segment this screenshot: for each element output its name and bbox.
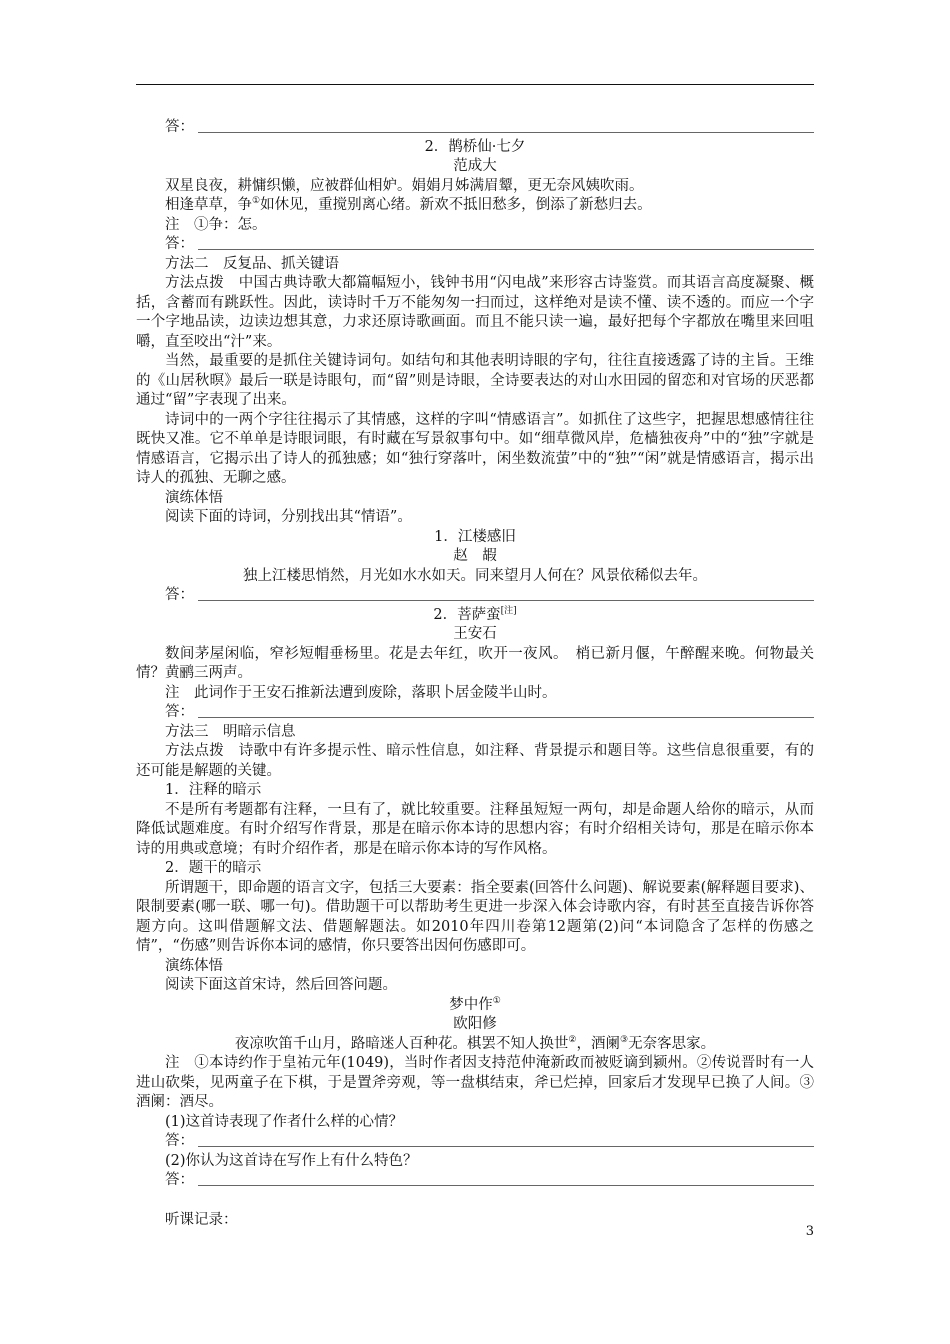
poem-text: 独上江楼思悄然，月光如水水如天。同来望月人何在？风景依稀似去年。 <box>243 567 707 584</box>
paragraph: 不是所有考题都有注释，一旦有了，就比较重要。注释虽短短一两句，却是命题人给你的暗示，从而降低试题难度。有时介绍写作背景，那是在暗示你本诗的思想内容；有时介绍相关诗句，那是在暗示你本诗的用典或意境；有时介绍作者，那是在暗示你本诗的写作风格。 <box>136 801 814 857</box>
poem-author: 欧阳修 <box>453 1016 497 1032</box>
subheading: 1．注释的暗示 <box>165 782 262 798</box>
practice-heading: 演练体悟 <box>165 957 223 974</box>
paragraph: 方法点拨 诗歌中有许多提示性、暗示性信息，如注释、背景提示和题目等。这些信息很重要，有的还可能是解题的关键。 <box>136 743 814 779</box>
paragraph: 所谓题干，即命题的语言文字，包括三大要素：指全要素(回答什么问题)、解说要素(解释题目要求)、限制要素(哪一联、哪一句)。借助题干可以帮助考生更进一步深入体会诗歌内容，有时甚至直接告诉你答题方向。这叫借题解文法、借题解题法。如2010年四川卷第12题第(2)问“本词隐含了怎样的伤感之情”，“伤感”则告诉你本词的感情，你只要答出因何伤感即可。 <box>136 879 814 954</box>
poem-author: 赵 嘏 <box>453 548 497 564</box>
poem-author: 王安石 <box>453 626 497 642</box>
answer-line[interactable]: 答： <box>136 1132 814 1152</box>
poem-text: 夜凉吹笛千山月，路暗迷人百种花。棋罢不知人换世②，酒阑③无奈客思家。 <box>234 1034 716 1052</box>
poem-title: 梦中作① <box>449 995 501 1013</box>
poem-note: 注 ①本诗约作于皇祐元年(1049)，当时作者因支持范仲淹新政而被贬谪到颍州。②传说晋时有一人进山砍柴，见两童子在下棋，于是置斧旁观，等一盘棋结束，斧已烂掉，回家后才发现早已换了人间。③酒阑：酒尽。 <box>136 1055 814 1110</box>
poem-title: 2．鹊桥仙·七夕 <box>424 138 526 155</box>
page-number: 3 <box>805 1224 814 1239</box>
poem-line: 相逢草草，争①如休见，重搅别离心绪。新欢不抵旧愁多，倒添了新愁归去。 <box>165 196 652 213</box>
question: (1)这首诗表现了作者什么样的心情？ <box>165 1113 404 1130</box>
page-content <box>136 118 814 1230</box>
paragraph: 诗词中的一两个字往往揭示了其情感，这样的字叫“情感语言”。如抓住了这些字，把握思想感情往往既快又准。它不单单是诗眼词眼，有时藏在写景叙事句中。如“细草微风岸，危樯独夜舟”中的“独”字就是情感语言，它揭示出了诗人的孤独感；如“独行穿落叶，闲坐数流萤”中的“独”“闲”就是情感语言，揭示出诗人的孤独、无聊之感。 <box>136 411 814 486</box>
poem-line: 双星良夜，耕慵织懒，应被群仙相妒。娟娟月姊满眉颦，更无奈风姨吹雨。 <box>165 177 644 194</box>
subheading: 2．题干的暗示 <box>165 860 262 876</box>
header-rule <box>136 84 814 85</box>
poem-title: 1．江楼感旧 <box>434 528 516 545</box>
answer-line[interactable]: 答： <box>136 703 814 723</box>
poem-note: 注 ①争：怎。 <box>165 216 267 233</box>
answer-line[interactable]: 答： <box>136 586 814 606</box>
poem-title: 2．菩萨蛮[注] <box>433 605 517 623</box>
section-heading: 方法三 明暗示信息 <box>165 723 296 740</box>
note-mark: ① <box>252 196 261 207</box>
practice-heading: 演练体悟 <box>165 489 223 506</box>
section-heading: 方法二 反复品、抓关键语 <box>165 255 339 272</box>
note-mark: ③ <box>620 1034 629 1045</box>
answer-line[interactable]: 答： <box>136 1171 814 1191</box>
answer-line[interactable]: 答： <box>136 235 814 255</box>
answer-line[interactable]: 答： <box>136 118 814 138</box>
note-mark: ② <box>568 1034 577 1045</box>
instruction: 阅读下面这首宋诗，然后回答问题。 <box>165 977 397 993</box>
note-mark: ① <box>492 995 501 1006</box>
notes-label: 听课记录： <box>165 1211 238 1228</box>
question: (2)你认为这首诗在写作上有什么特色？ <box>165 1152 418 1169</box>
note-mark: [注] <box>500 605 517 616</box>
paragraph: 方法点拨 中国古典诗歌大都篇幅短小，钱钟书用“闪电战”来形容古诗鉴赏。而其语言高度凝聚、概括，含蓄而有跳跃性。因此，读诗时千万不能匆匆一扫而过，这样绝对是读不懂、读不透的。而应一个字一个字地品读，边读边想其意，力求还原诗歌画面。而且不能只读一遍，最好把每个字都放在嘴里来回咀嚼，直至咬出“汁”来。 <box>136 275 814 350</box>
poem-author: 范成大 <box>453 158 497 174</box>
instruction: 阅读下面的诗词，分别找出其“情语”。 <box>165 509 412 525</box>
poem-note: 注 此词作于王安石推新法遭到废除，落职卜居金陵半山时。 <box>165 684 557 701</box>
poem-text: 数间茅屋闲临，窄衫短帽垂杨里。花是去年红，吹开一夜风。 梢已新月偃，午醉醒来晚。何物最关情？黄鹂三两声。 <box>136 645 814 681</box>
paragraph: 当然，最重要的是抓住关键诗词句。如结句和其他表明诗眼的字句，往往直接透露了诗的主旨。王维的《山居秋暝》最后一联是诗眼句，而“留”则是诗眼，全诗要表达的对山水田园的留恋和对官场的厌恶都通过“留”字表现了出来。 <box>136 353 814 408</box>
